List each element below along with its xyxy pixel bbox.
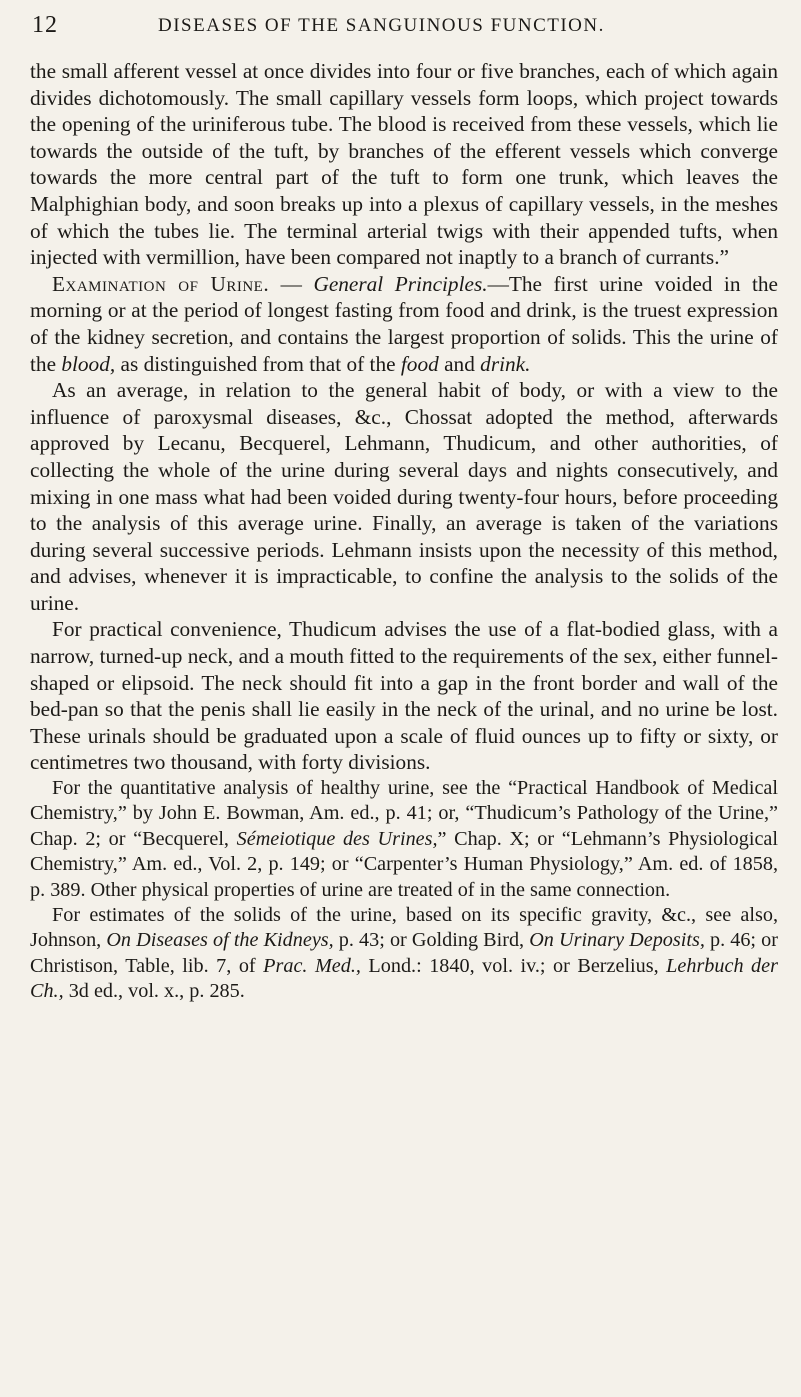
title-semeiotique: Sémeiotique des Urines,	[236, 827, 438, 850]
running-title: DISEASES OF THE SANGUINOUS FUNCTION.	[158, 15, 605, 36]
emphasis-food: food	[400, 351, 439, 376]
emphasis-blood: blood,	[61, 351, 116, 376]
title-prac-med: Prac. Med.,	[263, 954, 361, 977]
paragraph-urinal: For practical convenience, Thudicum advises the use of a flat-bodied glass, with a narrow, turned-up neck, and a mouth fitted to the requirements of the sex, either funnel-shaped or elipsoid. The neck should fit into a gap in the front border and wall of the bed-pan so that the penis shall lie easily in the neck of the urinal, and no urine be lost. These urinals should be graduated upon a scale of fluid ounces up to fifty or sixty, or centimetres two thousand, with forty divisions.	[30, 617, 778, 775]
page-number: 12	[32, 12, 58, 38]
paragraph-quantitative-analysis-refs: For the quantitative analysis of healthy urine, see the “Practical Handbook of Medical Chemistry,” by John E. Bowman, Am. ed., p. 41; or, “Thudicum’s Pathology of the Urine,” Chap. 2; or “Becquerel, Sémeiotique des Urines,” Chap. X; or “Lehmann’s Physiological Chemistry,” Am. ed., Vol. 2, p. 149; or “Carpenter’s Human Physiology,” Am. ed. of 1858, p. 389. Other physical properties of urine are treated of in the same connection.	[30, 777, 778, 901]
title-diseases-kidneys: On Diseases of the Kidneys,	[106, 929, 334, 952]
book-page	[30, 10, 778, 1005]
section-heading: Examination of Urine.	[52, 271, 270, 296]
section-subheading: General Principles.	[313, 271, 488, 296]
title-urinary-deposits: On Urinary Deposits,	[529, 929, 705, 952]
title-lehrbuch: Lehrbuch der Ch.,	[30, 954, 778, 1003]
page-body	[30, 58, 778, 1005]
paragraph-average: As an average, in relation to the general habit of body, or with a view to the influence of paroxysmal diseases, &c., Chossat adopted the method, afterwards approved by Lecanu, Becquerel, Lehmann, Thudicum, and other authorities, of collecting the whole of the urine during several days and nights consecutively, and mixing in one mass what had been voided during twenty-four hours, before proceeding to the analysis of this average urine. Finally, an average is taken of the variations during several successive periods. Lehmann insists upon the necessity of this method, and advises, whenever it is impracticable, to confine the analysis to the solids of the urine.	[30, 378, 778, 615]
emphasis-drink: drink.	[480, 351, 531, 376]
references-block	[30, 776, 778, 1005]
paragraph-solids-estimates-refs: For estimates of the solids of the urine, based on its specific gravity, &c., see also, Johnson, On Diseases of the Kidneys, p. 43; or Golding Bird, On Urinary Deposits, p. 46; or Christison, Table, lib. 7, of Prac. Med., Lond.: 1840, vol. iv.; or Berzelius, Lehrbuch der Ch., 3d ed., vol. x., p. 285.	[30, 904, 778, 1003]
page-header	[30, 10, 778, 44]
paragraph-glomerulus: the small afferent vessel at once divides into four or five branches, each of which again divides dichotomously. The small capillary vessels form loops, which project towards the opening of the uriniferous tube. The blood is received from these vessels, which lie towards the outside of the tuft, by branches of the efferent vessels which converge towards the more central part of the tuft to form one trunk, which leaves the Malphighian body, and soon breaks up into a plexus of capillary vessels, in the meshes of which the tubes lie. The terminal arterial twigs with their appended tufts, when injected with vermillion, have been compared not inaptly to a branch of currants.”	[30, 59, 778, 270]
paragraph-examination-of-urine: Examination of Urine. — General Principles.—The first urine voided in the morning or at the period of longest fasting from food and drink, is the truest expression of the kidney secretion, and contains the largest proportion of solids. This the urine of the blood, as distinguished from that of the food and drink.	[30, 271, 778, 376]
